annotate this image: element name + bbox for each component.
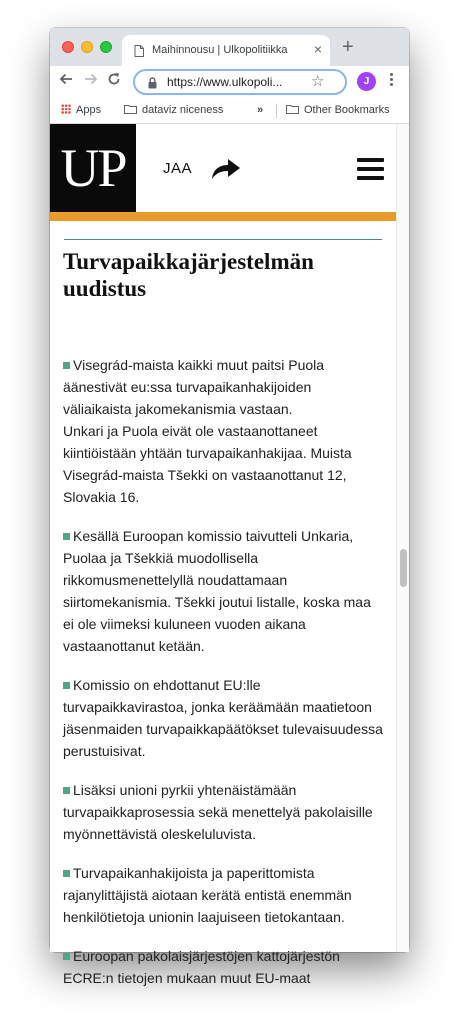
paragraph-text: Unkari ja Puola eivät ole vastaanottaneet kiintiöistään yhtään turvapaikanhakijaa. Muista Visegrád-maista Tšekki on vastaanottanut 12, Slovakia 16. (63, 423, 352, 505)
bookmark-dataviz-label: dataviz niceness (142, 104, 224, 116)
forward-arrow-icon[interactable] (84, 72, 98, 91)
folder-icon (124, 104, 137, 117)
article-paragraph (63, 674, 383, 762)
bookmarks-divider (276, 104, 277, 118)
paragraph-text: Kesällä Euroopan komissio taivutteli Unkaria, Puolaa ja Tšekkiä muodollisella rikkomusmenettelyllä noudattamaan siirtomekanismia. Tšekki joutui listalle, koska maa ei ole viimeksi kuluneen vuoden aikana vastaanottanut ketään. (63, 528, 371, 654)
page-scrollbar[interactable] (396, 124, 409, 952)
paragraph-text: Euroopan pakolaisjärjestöjen kattojärjestön ECRE:n tietojen mukaan muut EU-maat (63, 948, 340, 986)
square-bullet-icon (63, 953, 70, 960)
square-bullet-icon (63, 362, 70, 369)
apps-grid-icon (61, 104, 71, 114)
tab-title: Maihinnousu | Ulkopolitiikka (152, 44, 288, 56)
share-arrow-icon[interactable] (210, 157, 242, 186)
site-logo[interactable]: UP (50, 124, 136, 212)
bookmarks-bar (50, 98, 409, 124)
close-window-button[interactable] (62, 41, 74, 53)
header-accent-bar (50, 212, 396, 221)
article-paragraph (63, 862, 383, 928)
paragraph-text: Lisäksi unioni pyrkii yhtenäistämään turvapaikkaprosessia sekä menettelyä pakolaisille myönnettävistä oleskeluluvista. (63, 782, 373, 842)
tab-strip (50, 28, 409, 66)
back-arrow-icon[interactable] (59, 72, 73, 91)
browser-tab[interactable] (122, 35, 330, 66)
address-bar[interactable] (133, 69, 347, 95)
article-paragraph (63, 779, 383, 845)
site-header (50, 124, 409, 212)
browser-window (50, 28, 409, 986)
article-paragraph (63, 354, 383, 508)
article-body (63, 354, 383, 1006)
menu-hamburger-icon[interactable] (357, 158, 384, 185)
folder-icon (286, 104, 299, 117)
bookmark-dataviz[interactable] (124, 104, 223, 117)
square-bullet-icon (63, 682, 70, 689)
paragraph-text: Turvapaikanhakijoista ja paperittomista rajanylittäjistä aiotaan kerätä entistä enemmän henkilötietoja unionin laajuiseen tietokantaan. (63, 865, 352, 925)
article-paragraph (63, 945, 383, 989)
square-bullet-icon (63, 787, 70, 794)
browser-toolbar (50, 66, 409, 98)
tab-close-icon[interactable]: × (313, 41, 322, 57)
bookmarks-overflow-button[interactable]: » (257, 104, 264, 116)
article-title: Turvapaikkajärjestelmän uudistus (63, 249, 314, 301)
profile-avatar[interactable]: J (357, 72, 376, 91)
square-bullet-icon (63, 533, 70, 540)
maximize-window-button[interactable] (100, 41, 112, 53)
bookmark-apps[interactable] (61, 104, 101, 116)
lock-icon (148, 76, 157, 94)
bookmark-other[interactable] (286, 104, 390, 117)
url-text: https://www.ulkopoli... (167, 75, 283, 89)
bookmark-other-label: Other Bookmarks (304, 104, 390, 116)
paragraph-text: Komissio on ehdottanut EU:lle turvapaikkavirastoa, jonka keräämään maatietoon jäsenmaiden turvapaikkapäätökset tulevaisuudessa perustuisivat. (63, 677, 383, 759)
bookmark-apps-label: Apps (76, 104, 102, 116)
article-paragraph (63, 525, 383, 657)
share-label[interactable]: JAA (163, 160, 193, 177)
browser-menu-icon[interactable] (390, 73, 394, 88)
section-divider (64, 239, 382, 240)
square-bullet-icon (63, 870, 70, 877)
bookmark-star-icon[interactable]: ☆ (311, 73, 325, 90)
reload-icon[interactable] (107, 72, 121, 91)
document-icon (134, 44, 144, 62)
paragraph-text: Visegrád-maista kaikki muut paitsi Puola äänestivät eu:ssa turvapaikanhakijoiden väliaikaista jakomekanismia vastaan. (63, 357, 325, 417)
page-content (50, 124, 409, 986)
new-tab-button[interactable]: + (342, 36, 354, 58)
minimize-window-button[interactable] (81, 41, 93, 53)
scrollbar-thumb[interactable] (400, 549, 407, 587)
